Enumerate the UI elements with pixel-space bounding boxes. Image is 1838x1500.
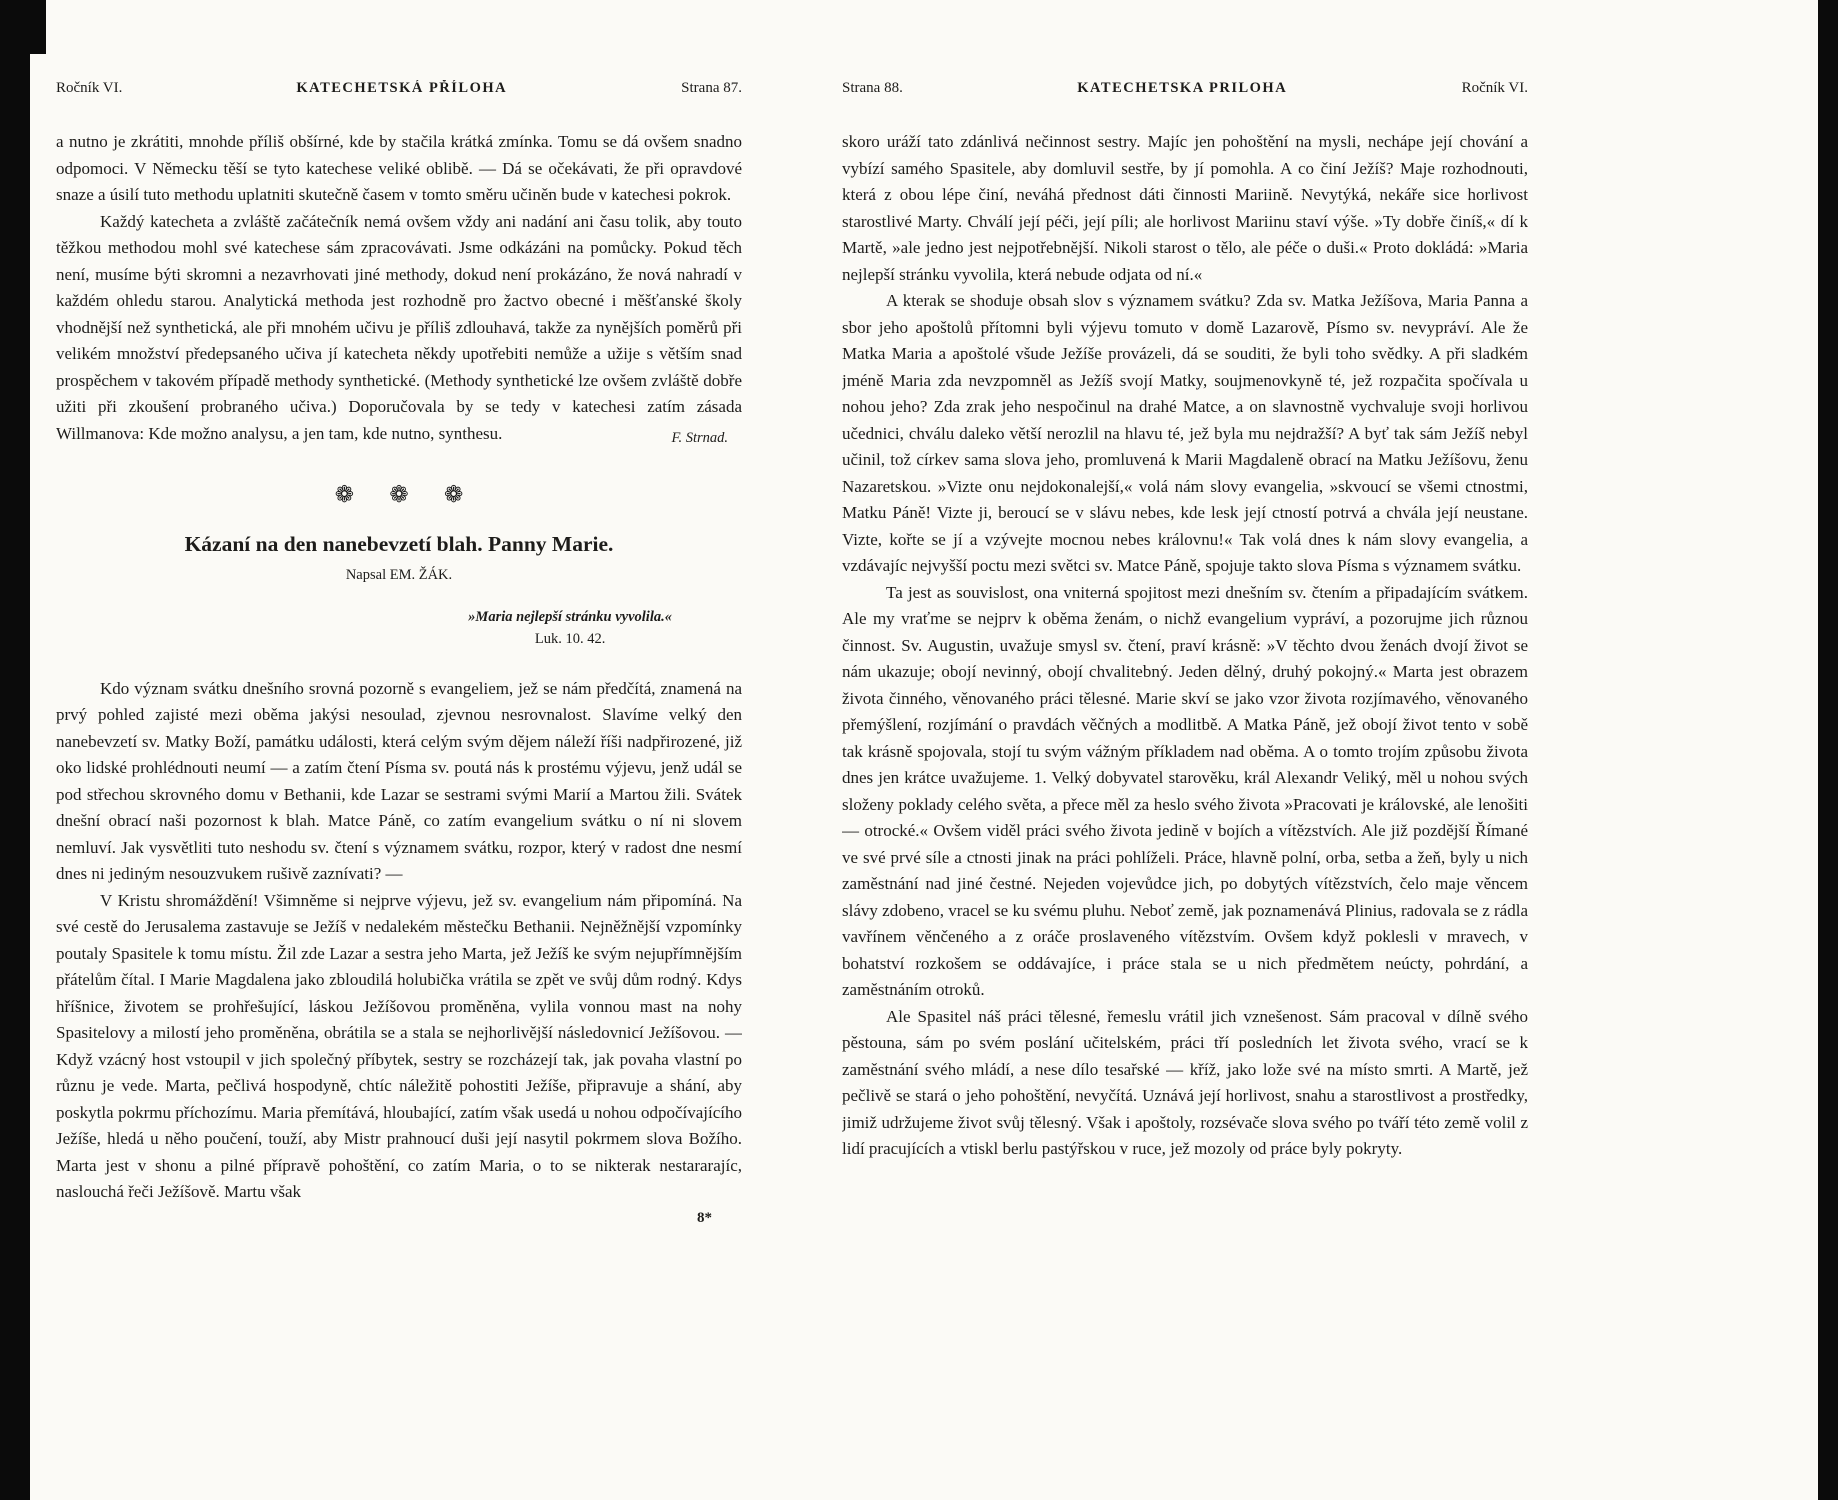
paragraph: skoro uráží tato zdánlivá nečinnost sestry. Majíc jen pohoštění na mysli, nechápe její chování a vybízí samého Spasitele, aby domluvil sestře, by jí pomohla. A co činí Ježíš? Maje rozhodnouti, která z obou lépe činí, neváhá přednost dáti činnosti Mariině. Nevytýká, nekáře sice horlivost starostlivé Marty. Chválí její péči, její píli; ale horlivost Mariinu staví výše. »Ty dobře činíš,« dí k Martě, »ale jedno jest nejpotřebnější. Nikoli starost o tělo, ale péče o duši.« Proto dokládá: »Maria nejlepší stránku vyvolila, která nebude odjata od ní.« [842,132,1528,284]
page-header [56,80,742,97]
flower-ornament-icon: ❁ ❁ ❁ [334,481,464,508]
paragraph: A kterak se shoduje obsah slov s významem svátku? Zda sv. Matka Ježíšova, Maria Panna a sbor jeho apoštolů přítomni byli výjevu tomuto v domě Lazarově, Písmo sv. nevypráví. Ale že Matka Maria a apoštolé všude Ježíše provázeli, dá se souditi, že byli toho svědky. A při sladkém jméně Maria zda nevzpomněl as Ježíš svojí Matky, soujmenovkyně té, jež rozpačita spočívala u nohou jeho? Zda zrak jeho nespočinul na drahé Matce, a on slavnostně vychvaluje svoji horlivou učednici, chválu daleko větší nerozlil na hlavu té, jež byla mu nejdražší? A byť tak sám Ježíš nebyl učinil, tož církev sama slova jeho, promluvená k Marii Magdaleně obrací na Matku Ježíšovu, ženu Nazaretskou. »Vizte onu nejdokonalejší,« volá nám slovy evangelia, »skvoucí se všemi ctnostmi, Matku Páně! Vizte ji, beroucí se v slávu nebes, kde lesk její ctností potrvá a chvála její neustane. Vizte, kořte se jí a vzývejte mocnou nebes královnu!« Tak volá dnes k nám slovy evangelia, a vzdávajíc nejvyšší poctu mezi světci sv. Matce Páně, spojuje takto slova Písma s významem svátku. [842,291,1528,575]
publication-title: KATECHETSKA PRILOHA [1077,80,1288,96]
epigraph-quote: »Maria nejlepší stránku vyvolila.« [468,608,672,625]
author-signature: F. Strnad. [671,430,728,446]
sermon-epigraph [468,606,672,650]
epigraph-source: Luk. 10. 42. [534,630,606,647]
page-header [842,80,1528,97]
paragraph: Ale Spasitel náš práci tělesné, řemeslu vrátil jich vznešenost. Sám pracoval v dílně svého pěstouna, sám po svém poslání učitelském, práci tří posledních let života svého, vrací se k zaměstnání svého mládí, a nese dílo tesařské — kříž, jako lože své na místo smrti. A Martě, jež pečlivě se stará o jeho pohoštění, nevyčítá. Uznává její horlivost, snahu a starostlivost a prostředky, jimiž udržujeme život svůj tělesný. Však i apoštoly, rozsévače slova svého po tváří této země volil z lidí pracujících a vtiskl berlu pastýřskou v ruce, jež mozoly od práce byly pokryty. [842,1006,1528,1158]
page-right [842,80,1528,1480]
volume-label: Ročník VI. [56,80,123,96]
page-number-label: Strana 88. [842,80,903,96]
paragraph: Ta jest as souvislost, ona vniterná spojitost mezi dnešním sv. čtením a připadajícím svátkem. Ale my vraťme se nejprv k oběma ženám, o nichž evangelium vypráví, a pozorujme jich různou činnost. Sv. Augustin, uvažuje smysl sv. čtení, praví krásně: »V těchto dvou ženách dvojí život se nám ukazuje; obojí nevinný, obojí chvalitebný. Jeden dělný, druhý pokojný.« Marta jest obrazem života činného, věnovaného práci tělesné. Marie skví se jako vzor života rozjímavého, věnovaného přemýšlení, rozjímání o pravdách věčných a modlitbě. A Matka Páně, jež obojí život tento v sobě tak krásně spojovala, stojí tu svým vážným příkladem nad oběma. A o tomto trojím způsobu života dnes jen krátce uvažujeme. 1. Velký dobyvatel starověku, král Alexandr Veliký, měl u nohou svých složeny poklady celého světa, a přece měl za heslo svého života »Pracovati je královské, ale lenošiti — otrocké.« Ovšem viděl práci svého života jedině v bojích a vítězstvích. Ale již pozdější Římané ve své prvé síle a ctnosti jinak na práci pohlíželi. Práce, hlavně polní, orba, setba a žeň, byly u nich zaměstnání nad jiné čestné. Nejeden vojevůdce jich, po dobytých vítězstvích, čelo maje věncem slávy zdobeno, vracel se ku svému pluhu. Neboť země, jak poznamenává Plinius, radovala se z rádla vavřínem věnčeného a z oráče proslaveného vítězstvím. Ovšem když poklesli v mravech, v bohatství rozkošem se oddávajíce, i práce stala se u nich předmětem neúcty, pohrdání, a zaměstnáním otroků. [842,582,1528,999]
paragraph: a nutno je zkrátiti, mnohde příliš obšírné, kde by stačila krátká zmínka. Tomu se dá ovšem snadno odpomoci. V Německu těší se tyto katechese veliké oblibě. — Dá se očekávati, že při opravdové snaze a úsilí tuto methodu uplatniti skutečně časem v tomto směru učiněn bude v katechesi pokrok. [56,132,742,204]
sermon-byline: Napsal EM. ŽÁK. [345,566,453,583]
page-left [56,80,742,1480]
sermon-title: Kázaní na den nanebevzetí blah. Panny Marie. [184,531,614,556]
publication-title: KATECHETSKÁ PŘÍLOHA [296,80,508,96]
paragraph: Každý katecheta a zvláště začátečník nemá ovšem vždy ani nadání ani času tolik, aby touto těžkou methodou mohl své katechese sám zpracovávati. Jsme odkázáni na pomůcky. Pokud těch není, musíme býti skromni a nezavrhovati jiné methody, dokud není prokázáno, že nová nahradí v každém ohledu starou. Analytická methoda jest rozhodně pro žactvo obecné i měšťanské školy vhodnější než synthetická, ale při mnohém učivu je příliš zdlouhavá, takže za nynějších poměrů při velikém množství předepsaného učiva jí katecheta někdy upotřebiti nemůže a užije s větším snad prospěchem v takovém případě methody synthetické. (Methody synthetické lze ovšem zvláště dobře užiti při zkoušení probraného učiva.) Doporučovala by se tedy v katechesi zatím zásada Willmanova: Kde možno analysu, a jen tam, kde nutno, synthesu. [56,211,742,443]
paragraph: Kdo význam svátku dnešního srovná pozorně s evangeliem, jež se nám předčítá, znamená na prvý pohled zajisté mezi oběma jakýsi nesoulad, zjevnou nesrovnalost. Slavíme velký den nanebevzetí sv. Matky Boží, památku události, která celým svým dějem náleží říši nadpřirozené, již oko lidské prohlédnouti neumí — a zatím čtení Písma sv. poutá nás k prostému výjevu, jenž udál se pod střechou skrovného domu v Bethanii, kde Lazar se sestrami svými Marií a Martou žili. Svátek dnešní obrací naši pozornost k blah. Matce Páně, co zatím evangelium svátku o ní ni slovem nemluví. Jak vysvětliti tuto neshodu sv. čtení s významem svátku, rozpor, který v radost dne nesmí dnes ni jediným nesouzvukem rušivě zaznívati? — [56,678,742,883]
page-number-label: Strana 87. [681,80,742,96]
signature-mark: 8* [697,1209,712,1226]
page-gutter [742,80,842,1500]
paragraph: V Kristu shromáždění! Všimněme si nejprve výjevu, jež sv. evangelium nám připomíná. Na své cestě do Jerusalema zastavuje se Ježíš v nedalekém městečku Bethanii. Nejněžnější vzpomínky poutaly Spasitele k tomu místu. Žil zde Lazar a sestra jeho Marta, jež Ježíš ke svým nejupřímnějším přátelům čítal. I Marie Magdalena jako zbloudilá holubička vrátila se zpět ve svůj dům rodný. Kdys hříšnice, životem se prohřešující, láskou Ježíšovou proměněna, vylila vonnou mast na nohy Spasitelovy a milostí jeho proměněna, obrátila se a stala se nejhorlivější následovnicí Ježíšovou. — Když vzácný host vstoupil v jich společný příbytek, sestry se rozcházejí tak, jak povaha vlastní po různu je vede. Marta, pečlivá hospodyně, chtíc náležitě pohostiti Ježíše, připravuje a shání, aby poskytla pokrmu příchozímu. Maria přemítává, hloubající, zatím však usedá u nohou odpočívajícího Ježíše, hledá u něho poučení, touží, aby Mistr prahnoucí duši její nasytil pokrmem slova Božího. Marta jest v shonu a pilné přípravě pohoštění, co zatím Maria, o to se nikterak nestararajíc, naslouchá řeči Ježíšově. Martu však [56,890,742,1201]
volume-label: Ročník VI. [1461,80,1528,96]
